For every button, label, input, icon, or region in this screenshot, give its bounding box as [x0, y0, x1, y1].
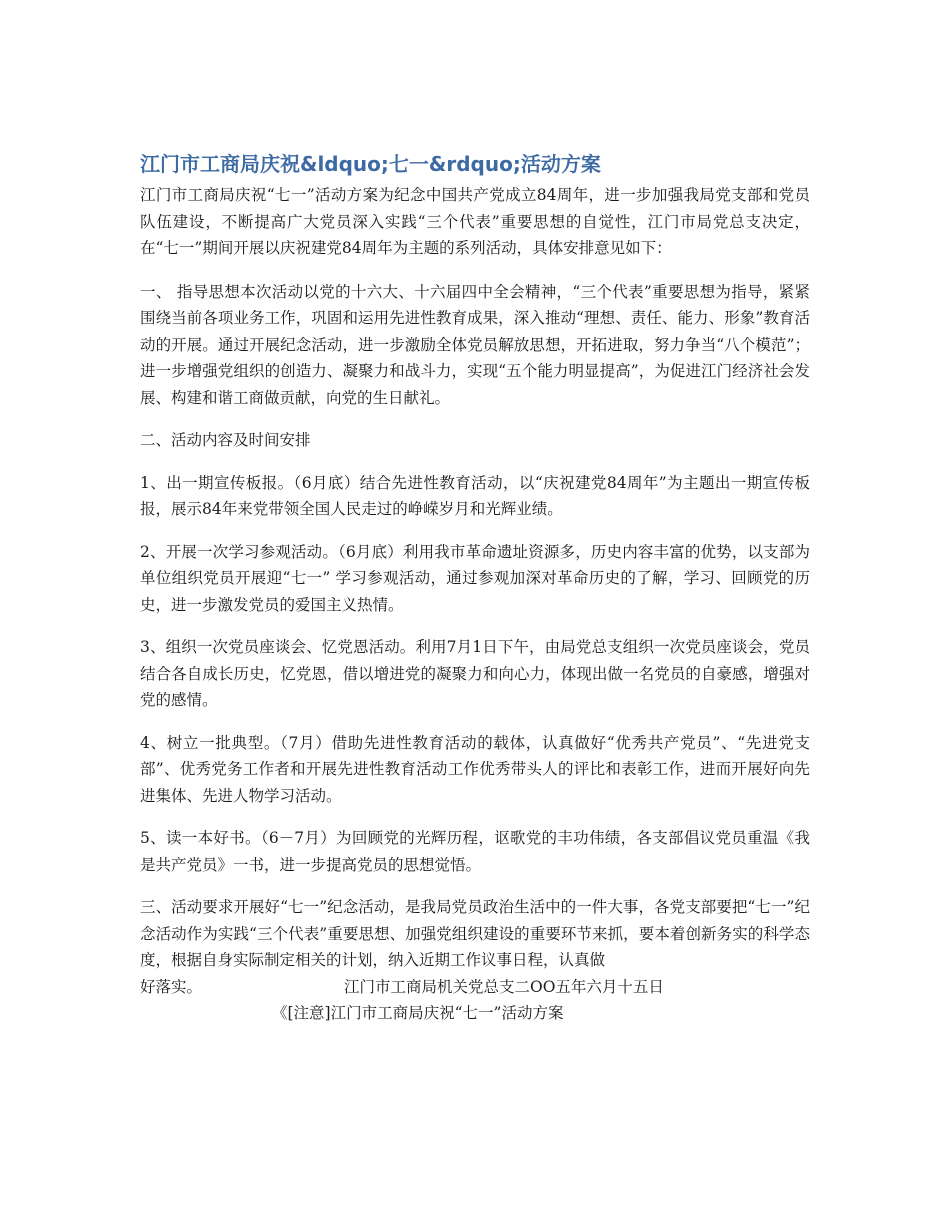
activity-item-5: 5、读一本好书。（6－7月）为回顾党的光辉历程，讴歌党的丰功伟绩，各支部倡议党员重温《我是共产党员》一书，进一步提高党员的思想觉悟。: [140, 829, 810, 874]
activity-item-1: 1、出一期宣传板报。（6月底）结合先进性教育活动，以“庆祝建党84周年”为主题出一期宣传板报，展示84年来党带领全国人民走过的峥嵘岁月和光辉业绩。: [140, 473, 810, 518]
activity-item-2: 2、开展一次学习参观活动。（6月底）利用我市革命遗址资源多，历史内容丰富的优势，以支部为单位组织党员开展迎“七一” 学习参观活动，通过参观加深对革命历史的了解，学习、回顾党的历史，进一步激发党员的爱国主义热情。: [140, 542, 810, 614]
intro-paragraph: 江门市工商局庆祝“七一”活动方案为纪念中国共产党成立84周年，进一步加强我局党支部和党员队伍建设，不断提高广大党员深入实践“三个代表”重要思想的自觉性，江门市局党总支决定，在“七一”期间开展以庆祝建党84周年为主题的系列活动，具体安排意见如下：: [140, 186, 810, 257]
section-requirements: [140, 894, 810, 974]
section-content-heading: 二、活动内容及时间安排: [140, 431, 311, 449]
section-guiding-ideology: 一、 指导思想本次活动以党的十六大、十六届四中全会精神，“三个代表”重要思想为指导，紧紧围绕当前各项业务工作，巩固和运用先进性教育成果，深入推动“理想、责任、能力、形象”教育活动的开展。通过开展纪念活动，进一步激励全体党员解放思想，开拓进取，努力争当“八个模范”；进一步增强党组织的创造力、凝聚力和战斗力，实现“五个能力明显提高”，为促进江门经济社会发展、构建和谐工商做贡献，向党的生日献礼。: [140, 282, 810, 407]
activity-item-3: 3、组织一次党员座谈会、忆党恩活动。利用7月1日下午，由局党总支组织一次党员座谈会，党员结合各自成长历史，忆党恩，借以增进党的凝聚力和向心力，体现出做一名党员的自豪感，增强对党的感情。: [140, 638, 810, 709]
closing-line: [140, 974, 810, 1001]
section-requirements-tail: 好落实。: [140, 977, 203, 996]
footer-note: 《[注意]江门市工商局庆祝“七一”活动方案: [272, 1004, 564, 1022]
activity-item-4: 4、树立一批典型。（7月）借助先进性教育活动的载体，认真做好“优秀共产党员”、“先进党支部”、优秀党务工作者和开展先进性教育活动工作优秀带头人的评比和表彰工作，进而开展好向先进集体、先进人物学习活动。: [140, 733, 810, 805]
document-page: [140, 148, 810, 1027]
document-title: 江门市工商局庆祝&ldquo;七一&rdquo;活动方案: [140, 152, 601, 176]
section-requirements-text: 三、活动要求开展好“七一”纪念活动，是我局党员政治生活中的一件大事，各党支部要把“七一”纪念活动作为实践“三个代表”重要思想、加强党组织建设的重要环节来抓，要本着创新务实的科学态度，根据自身实际制定相关的计划，纳入近期工作议事日程，认真做: [140, 898, 810, 969]
signature: 江门市工商局机关党总支二OO五年六月十五日: [344, 977, 664, 996]
